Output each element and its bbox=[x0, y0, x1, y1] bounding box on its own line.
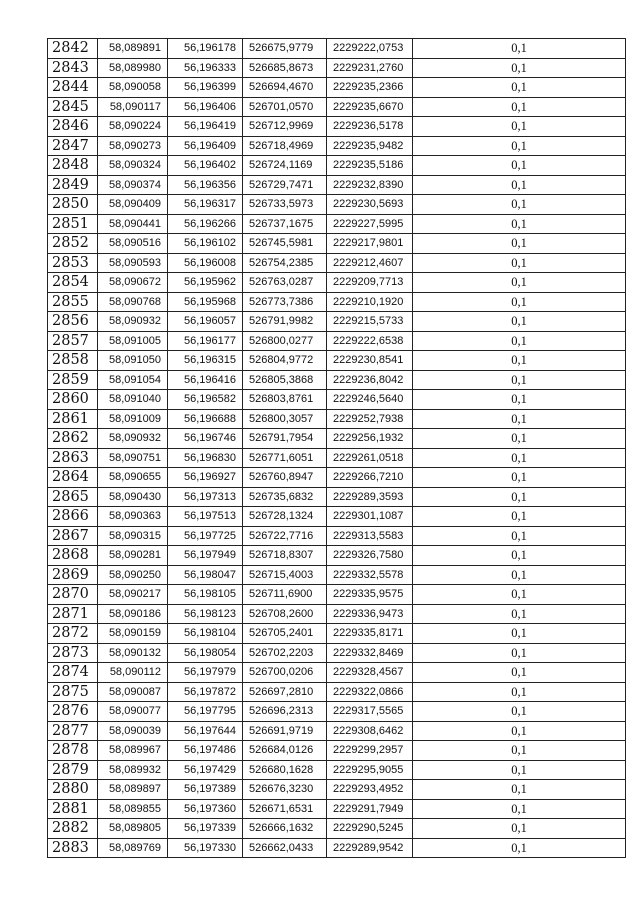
y-coordinate-cell: 2229317,5565 bbox=[327, 702, 413, 722]
accuracy-cell: 0,1 bbox=[413, 78, 626, 98]
accuracy-cell: 0,1 bbox=[413, 565, 626, 585]
table-row bbox=[48, 741, 626, 761]
x-coordinate-cell: 526700,0206 bbox=[243, 663, 327, 683]
latitude-cell: 58,089932 bbox=[98, 760, 168, 780]
point-number-cell: 2856 bbox=[48, 312, 98, 332]
y-coordinate-cell: 2229235,9482 bbox=[327, 136, 413, 156]
longitude-cell: 56,197979 bbox=[168, 663, 243, 683]
table-row bbox=[48, 448, 626, 468]
accuracy-cell: 0,1 bbox=[413, 156, 626, 176]
longitude-cell: 56,196688 bbox=[168, 409, 243, 429]
accuracy-cell: 0,1 bbox=[413, 253, 626, 273]
y-coordinate-cell: 2229299,2957 bbox=[327, 741, 413, 761]
x-coordinate-cell: 526803,8761 bbox=[243, 390, 327, 410]
latitude-cell: 58,090655 bbox=[98, 468, 168, 488]
table-row bbox=[48, 292, 626, 312]
point-number-cell: 2862 bbox=[48, 429, 98, 449]
accuracy-cell: 0,1 bbox=[413, 624, 626, 644]
table-row bbox=[48, 819, 626, 839]
x-coordinate-cell: 526715,4003 bbox=[243, 565, 327, 585]
latitude-cell: 58,090672 bbox=[98, 273, 168, 293]
longitude-cell: 56,196830 bbox=[168, 448, 243, 468]
point-number-cell: 2866 bbox=[48, 507, 98, 527]
table-row bbox=[48, 214, 626, 234]
longitude-cell: 56,198105 bbox=[168, 585, 243, 605]
table-row bbox=[48, 156, 626, 176]
accuracy-cell: 0,1 bbox=[413, 39, 626, 59]
y-coordinate-cell: 2229212,4607 bbox=[327, 253, 413, 273]
table-row bbox=[48, 546, 626, 566]
x-coordinate-cell: 526724,1169 bbox=[243, 156, 327, 176]
longitude-cell: 56,195968 bbox=[168, 292, 243, 312]
y-coordinate-cell: 2229235,2366 bbox=[327, 78, 413, 98]
longitude-cell: 56,197389 bbox=[168, 780, 243, 800]
point-number-cell: 2844 bbox=[48, 78, 98, 98]
x-coordinate-cell: 526745,5981 bbox=[243, 234, 327, 254]
accuracy-cell: 0,1 bbox=[413, 741, 626, 761]
accuracy-cell: 0,1 bbox=[413, 721, 626, 741]
longitude-cell: 56,196406 bbox=[168, 97, 243, 117]
point-number-cell: 2881 bbox=[48, 799, 98, 819]
point-number-cell: 2871 bbox=[48, 604, 98, 624]
latitude-cell: 58,091050 bbox=[98, 351, 168, 371]
latitude-cell: 58,090117 bbox=[98, 97, 168, 117]
x-coordinate-cell: 526666,1632 bbox=[243, 819, 327, 839]
table-row bbox=[48, 799, 626, 819]
y-coordinate-cell: 2229289,9542 bbox=[327, 838, 413, 858]
x-coordinate-cell: 526697,2810 bbox=[243, 682, 327, 702]
table-row bbox=[48, 468, 626, 488]
longitude-cell: 56,197429 bbox=[168, 760, 243, 780]
accuracy-cell: 0,1 bbox=[413, 370, 626, 390]
latitude-cell: 58,090593 bbox=[98, 253, 168, 273]
coordinates-table bbox=[47, 38, 626, 858]
point-number-cell: 2847 bbox=[48, 136, 98, 156]
x-coordinate-cell: 526805,3868 bbox=[243, 370, 327, 390]
x-coordinate-cell: 526711,6900 bbox=[243, 585, 327, 605]
point-number-cell: 2850 bbox=[48, 195, 98, 215]
accuracy-cell: 0,1 bbox=[413, 390, 626, 410]
longitude-cell: 56,196333 bbox=[168, 58, 243, 78]
y-coordinate-cell: 2229217,9801 bbox=[327, 234, 413, 254]
point-number-cell: 2854 bbox=[48, 273, 98, 293]
accuracy-cell: 0,1 bbox=[413, 643, 626, 663]
point-number-cell: 2860 bbox=[48, 390, 98, 410]
x-coordinate-cell: 526728,1324 bbox=[243, 507, 327, 527]
accuracy-cell: 0,1 bbox=[413, 195, 626, 215]
table-row bbox=[48, 195, 626, 215]
table-row bbox=[48, 604, 626, 624]
latitude-cell: 58,090132 bbox=[98, 643, 168, 663]
latitude-cell: 58,090217 bbox=[98, 585, 168, 605]
accuracy-cell: 0,1 bbox=[413, 468, 626, 488]
point-number-cell: 2867 bbox=[48, 526, 98, 546]
x-coordinate-cell: 526694,4670 bbox=[243, 78, 327, 98]
latitude-cell: 58,091009 bbox=[98, 409, 168, 429]
point-number-cell: 2878 bbox=[48, 741, 98, 761]
latitude-cell: 58,090430 bbox=[98, 487, 168, 507]
x-coordinate-cell: 526804,9772 bbox=[243, 351, 327, 371]
longitude-cell: 56,196356 bbox=[168, 175, 243, 195]
table-row bbox=[48, 136, 626, 156]
y-coordinate-cell: 2229231,2760 bbox=[327, 58, 413, 78]
point-number-cell: 2857 bbox=[48, 331, 98, 351]
y-coordinate-cell: 2229235,5186 bbox=[327, 156, 413, 176]
accuracy-cell: 0,1 bbox=[413, 546, 626, 566]
table-row bbox=[48, 780, 626, 800]
x-coordinate-cell: 526676,3230 bbox=[243, 780, 327, 800]
table-row bbox=[48, 390, 626, 410]
table-row bbox=[48, 663, 626, 683]
longitude-cell: 56,197949 bbox=[168, 546, 243, 566]
point-number-cell: 2873 bbox=[48, 643, 98, 663]
longitude-cell: 56,196402 bbox=[168, 156, 243, 176]
x-coordinate-cell: 526701,0570 bbox=[243, 97, 327, 117]
longitude-cell: 56,197313 bbox=[168, 487, 243, 507]
y-coordinate-cell: 2229235,6670 bbox=[327, 97, 413, 117]
y-coordinate-cell: 2229335,8171 bbox=[327, 624, 413, 644]
accuracy-cell: 0,1 bbox=[413, 604, 626, 624]
y-coordinate-cell: 2229290,5245 bbox=[327, 819, 413, 839]
accuracy-cell: 0,1 bbox=[413, 663, 626, 683]
x-coordinate-cell: 526708,2600 bbox=[243, 604, 327, 624]
table-row bbox=[48, 351, 626, 371]
y-coordinate-cell: 2229232,8390 bbox=[327, 175, 413, 195]
point-number-cell: 2877 bbox=[48, 721, 98, 741]
y-coordinate-cell: 2229335,9575 bbox=[327, 585, 413, 605]
longitude-cell: 56,197725 bbox=[168, 526, 243, 546]
y-coordinate-cell: 2229295,9055 bbox=[327, 760, 413, 780]
latitude-cell: 58,091005 bbox=[98, 331, 168, 351]
longitude-cell: 56,198047 bbox=[168, 565, 243, 585]
table-row bbox=[48, 97, 626, 117]
x-coordinate-cell: 526729,7471 bbox=[243, 175, 327, 195]
x-coordinate-cell: 526705,2401 bbox=[243, 624, 327, 644]
accuracy-cell: 0,1 bbox=[413, 487, 626, 507]
longitude-cell: 56,196177 bbox=[168, 331, 243, 351]
longitude-cell: 56,196315 bbox=[168, 351, 243, 371]
y-coordinate-cell: 2229301,1087 bbox=[327, 507, 413, 527]
y-coordinate-cell: 2229326,7580 bbox=[327, 546, 413, 566]
longitude-cell: 56,197360 bbox=[168, 799, 243, 819]
latitude-cell: 58,091054 bbox=[98, 370, 168, 390]
latitude-cell: 58,090751 bbox=[98, 448, 168, 468]
point-number-cell: 2849 bbox=[48, 175, 98, 195]
accuracy-cell: 0,1 bbox=[413, 292, 626, 312]
accuracy-cell: 0,1 bbox=[413, 331, 626, 351]
x-coordinate-cell: 526791,9982 bbox=[243, 312, 327, 332]
longitude-cell: 56,196057 bbox=[168, 312, 243, 332]
accuracy-cell: 0,1 bbox=[413, 585, 626, 605]
longitude-cell: 56,198123 bbox=[168, 604, 243, 624]
table-row bbox=[48, 175, 626, 195]
point-number-cell: 2855 bbox=[48, 292, 98, 312]
table-row bbox=[48, 624, 626, 644]
x-coordinate-cell: 526685,8673 bbox=[243, 58, 327, 78]
y-coordinate-cell: 2229222,6538 bbox=[327, 331, 413, 351]
latitude-cell: 58,089891 bbox=[98, 39, 168, 59]
x-coordinate-cell: 526684,0126 bbox=[243, 741, 327, 761]
table-row bbox=[48, 331, 626, 351]
longitude-cell: 56,196416 bbox=[168, 370, 243, 390]
point-number-cell: 2876 bbox=[48, 702, 98, 722]
y-coordinate-cell: 2229291,7949 bbox=[327, 799, 413, 819]
latitude-cell: 58,090250 bbox=[98, 565, 168, 585]
accuracy-cell: 0,1 bbox=[413, 136, 626, 156]
table-row bbox=[48, 78, 626, 98]
y-coordinate-cell: 2229230,8541 bbox=[327, 351, 413, 371]
point-number-cell: 2883 bbox=[48, 838, 98, 858]
x-coordinate-cell: 526696,2313 bbox=[243, 702, 327, 722]
y-coordinate-cell: 2229210,1920 bbox=[327, 292, 413, 312]
accuracy-cell: 0,1 bbox=[413, 409, 626, 429]
latitude-cell: 58,089769 bbox=[98, 838, 168, 858]
point-number-cell: 2843 bbox=[48, 58, 98, 78]
y-coordinate-cell: 2229222,0753 bbox=[327, 39, 413, 59]
longitude-cell: 56,196927 bbox=[168, 468, 243, 488]
accuracy-cell: 0,1 bbox=[413, 702, 626, 722]
latitude-cell: 58,090374 bbox=[98, 175, 168, 195]
accuracy-cell: 0,1 bbox=[413, 312, 626, 332]
table-row bbox=[48, 409, 626, 429]
x-coordinate-cell: 526800,3057 bbox=[243, 409, 327, 429]
accuracy-cell: 0,1 bbox=[413, 760, 626, 780]
longitude-cell: 56,196409 bbox=[168, 136, 243, 156]
latitude-cell: 58,089805 bbox=[98, 819, 168, 839]
x-coordinate-cell: 526671,6531 bbox=[243, 799, 327, 819]
x-coordinate-cell: 526771,6051 bbox=[243, 448, 327, 468]
y-coordinate-cell: 2229328,4567 bbox=[327, 663, 413, 683]
latitude-cell: 58,090409 bbox=[98, 195, 168, 215]
point-number-cell: 2853 bbox=[48, 253, 98, 273]
table-row bbox=[48, 370, 626, 390]
table-row bbox=[48, 507, 626, 527]
latitude-cell: 58,090441 bbox=[98, 214, 168, 234]
table-row bbox=[48, 58, 626, 78]
longitude-cell: 56,198104 bbox=[168, 624, 243, 644]
latitude-cell: 58,090224 bbox=[98, 117, 168, 137]
latitude-cell: 58,090077 bbox=[98, 702, 168, 722]
table-row bbox=[48, 39, 626, 59]
x-coordinate-cell: 526675,9779 bbox=[243, 39, 327, 59]
point-number-cell: 2872 bbox=[48, 624, 98, 644]
coordinates-table-body bbox=[48, 39, 626, 858]
accuracy-cell: 0,1 bbox=[413, 175, 626, 195]
latitude-cell: 58,090159 bbox=[98, 624, 168, 644]
y-coordinate-cell: 2229308,6462 bbox=[327, 721, 413, 741]
latitude-cell: 58,090932 bbox=[98, 429, 168, 449]
table-row bbox=[48, 312, 626, 332]
y-coordinate-cell: 2229332,8469 bbox=[327, 643, 413, 663]
longitude-cell: 56,196178 bbox=[168, 39, 243, 59]
accuracy-cell: 0,1 bbox=[413, 97, 626, 117]
table-row bbox=[48, 273, 626, 293]
x-coordinate-cell: 526754,2385 bbox=[243, 253, 327, 273]
table-row bbox=[48, 565, 626, 585]
point-number-cell: 2879 bbox=[48, 760, 98, 780]
point-number-cell: 2859 bbox=[48, 370, 98, 390]
latitude-cell: 58,089855 bbox=[98, 799, 168, 819]
x-coordinate-cell: 526760,8947 bbox=[243, 468, 327, 488]
point-number-cell: 2852 bbox=[48, 234, 98, 254]
y-coordinate-cell: 2229236,8042 bbox=[327, 370, 413, 390]
longitude-cell: 56,197330 bbox=[168, 838, 243, 858]
y-coordinate-cell: 2229293,4952 bbox=[327, 780, 413, 800]
table-row bbox=[48, 682, 626, 702]
longitude-cell: 56,196266 bbox=[168, 214, 243, 234]
table-row bbox=[48, 253, 626, 273]
latitude-cell: 58,090768 bbox=[98, 292, 168, 312]
longitude-cell: 56,196317 bbox=[168, 195, 243, 215]
point-number-cell: 2861 bbox=[48, 409, 98, 429]
accuracy-cell: 0,1 bbox=[413, 214, 626, 234]
accuracy-cell: 0,1 bbox=[413, 819, 626, 839]
y-coordinate-cell: 2229266,7210 bbox=[327, 468, 413, 488]
accuracy-cell: 0,1 bbox=[413, 526, 626, 546]
y-coordinate-cell: 2229252,7938 bbox=[327, 409, 413, 429]
x-coordinate-cell: 526680,1628 bbox=[243, 760, 327, 780]
y-coordinate-cell: 2229227,5995 bbox=[327, 214, 413, 234]
accuracy-cell: 0,1 bbox=[413, 234, 626, 254]
accuracy-cell: 0,1 bbox=[413, 682, 626, 702]
latitude-cell: 58,091040 bbox=[98, 390, 168, 410]
longitude-cell: 56,197872 bbox=[168, 682, 243, 702]
table-row bbox=[48, 721, 626, 741]
latitude-cell: 58,090186 bbox=[98, 604, 168, 624]
accuracy-cell: 0,1 bbox=[413, 117, 626, 137]
table-row bbox=[48, 526, 626, 546]
point-number-cell: 2869 bbox=[48, 565, 98, 585]
y-coordinate-cell: 2229332,5578 bbox=[327, 565, 413, 585]
x-coordinate-cell: 526800,0277 bbox=[243, 331, 327, 351]
longitude-cell: 56,196746 bbox=[168, 429, 243, 449]
x-coordinate-cell: 526662,0433 bbox=[243, 838, 327, 858]
longitude-cell: 56,197513 bbox=[168, 507, 243, 527]
accuracy-cell: 0,1 bbox=[413, 58, 626, 78]
accuracy-cell: 0,1 bbox=[413, 507, 626, 527]
table-row bbox=[48, 760, 626, 780]
accuracy-cell: 0,1 bbox=[413, 273, 626, 293]
table-row bbox=[48, 702, 626, 722]
longitude-cell: 56,196419 bbox=[168, 117, 243, 137]
latitude-cell: 58,089967 bbox=[98, 741, 168, 761]
x-coordinate-cell: 526735,6832 bbox=[243, 487, 327, 507]
latitude-cell: 58,090363 bbox=[98, 507, 168, 527]
x-coordinate-cell: 526718,8307 bbox=[243, 546, 327, 566]
point-number-cell: 2845 bbox=[48, 97, 98, 117]
accuracy-cell: 0,1 bbox=[413, 799, 626, 819]
longitude-cell: 56,196582 bbox=[168, 390, 243, 410]
point-number-cell: 2880 bbox=[48, 780, 98, 800]
longitude-cell: 56,197644 bbox=[168, 721, 243, 741]
point-number-cell: 2848 bbox=[48, 156, 98, 176]
table-row bbox=[48, 643, 626, 663]
point-number-cell: 2882 bbox=[48, 819, 98, 839]
point-number-cell: 2858 bbox=[48, 351, 98, 371]
point-number-cell: 2868 bbox=[48, 546, 98, 566]
point-number-cell: 2842 bbox=[48, 39, 98, 59]
y-coordinate-cell: 2229322,0866 bbox=[327, 682, 413, 702]
table-row bbox=[48, 429, 626, 449]
accuracy-cell: 0,1 bbox=[413, 838, 626, 858]
longitude-cell: 56,197795 bbox=[168, 702, 243, 722]
longitude-cell: 56,196102 bbox=[168, 234, 243, 254]
x-coordinate-cell: 526712,9969 bbox=[243, 117, 327, 137]
x-coordinate-cell: 526718,4969 bbox=[243, 136, 327, 156]
x-coordinate-cell: 526733,5973 bbox=[243, 195, 327, 215]
latitude-cell: 58,089980 bbox=[98, 58, 168, 78]
latitude-cell: 58,090281 bbox=[98, 546, 168, 566]
latitude-cell: 58,090932 bbox=[98, 312, 168, 332]
table-row bbox=[48, 585, 626, 605]
y-coordinate-cell: 2229256,1932 bbox=[327, 429, 413, 449]
table-row bbox=[48, 838, 626, 858]
x-coordinate-cell: 526702,2203 bbox=[243, 643, 327, 663]
y-coordinate-cell: 2229261,0518 bbox=[327, 448, 413, 468]
accuracy-cell: 0,1 bbox=[413, 448, 626, 468]
longitude-cell: 56,197486 bbox=[168, 741, 243, 761]
x-coordinate-cell: 526691,9719 bbox=[243, 721, 327, 741]
latitude-cell: 58,090087 bbox=[98, 682, 168, 702]
table-row bbox=[48, 234, 626, 254]
point-number-cell: 2846 bbox=[48, 117, 98, 137]
latitude-cell: 58,090516 bbox=[98, 234, 168, 254]
y-coordinate-cell: 2229336,9473 bbox=[327, 604, 413, 624]
x-coordinate-cell: 526773,7386 bbox=[243, 292, 327, 312]
latitude-cell: 58,090315 bbox=[98, 526, 168, 546]
y-coordinate-cell: 2229230,5693 bbox=[327, 195, 413, 215]
point-number-cell: 2864 bbox=[48, 468, 98, 488]
point-number-cell: 2863 bbox=[48, 448, 98, 468]
x-coordinate-cell: 526763,0287 bbox=[243, 273, 327, 293]
table-row bbox=[48, 487, 626, 507]
y-coordinate-cell: 2229209,7713 bbox=[327, 273, 413, 293]
x-coordinate-cell: 526722,7716 bbox=[243, 526, 327, 546]
accuracy-cell: 0,1 bbox=[413, 351, 626, 371]
accuracy-cell: 0,1 bbox=[413, 429, 626, 449]
y-coordinate-cell: 2229236,5178 bbox=[327, 117, 413, 137]
longitude-cell: 56,198054 bbox=[168, 643, 243, 663]
point-number-cell: 2874 bbox=[48, 663, 98, 683]
table-row bbox=[48, 117, 626, 137]
point-number-cell: 2875 bbox=[48, 682, 98, 702]
latitude-cell: 58,090273 bbox=[98, 136, 168, 156]
x-coordinate-cell: 526791,7954 bbox=[243, 429, 327, 449]
latitude-cell: 58,090324 bbox=[98, 156, 168, 176]
longitude-cell: 56,197339 bbox=[168, 819, 243, 839]
longitude-cell: 56,195962 bbox=[168, 273, 243, 293]
y-coordinate-cell: 2229246,5640 bbox=[327, 390, 413, 410]
point-number-cell: 2851 bbox=[48, 214, 98, 234]
y-coordinate-cell: 2229289,3593 bbox=[327, 487, 413, 507]
x-coordinate-cell: 526737,1675 bbox=[243, 214, 327, 234]
point-number-cell: 2865 bbox=[48, 487, 98, 507]
latitude-cell: 58,090039 bbox=[98, 721, 168, 741]
point-number-cell: 2870 bbox=[48, 585, 98, 605]
longitude-cell: 56,196399 bbox=[168, 78, 243, 98]
latitude-cell: 58,089897 bbox=[98, 780, 168, 800]
accuracy-cell: 0,1 bbox=[413, 780, 626, 800]
longitude-cell: 56,196008 bbox=[168, 253, 243, 273]
y-coordinate-cell: 2229215,5733 bbox=[327, 312, 413, 332]
latitude-cell: 58,090058 bbox=[98, 78, 168, 98]
latitude-cell: 58,090112 bbox=[98, 663, 168, 683]
y-coordinate-cell: 2229313,5583 bbox=[327, 526, 413, 546]
